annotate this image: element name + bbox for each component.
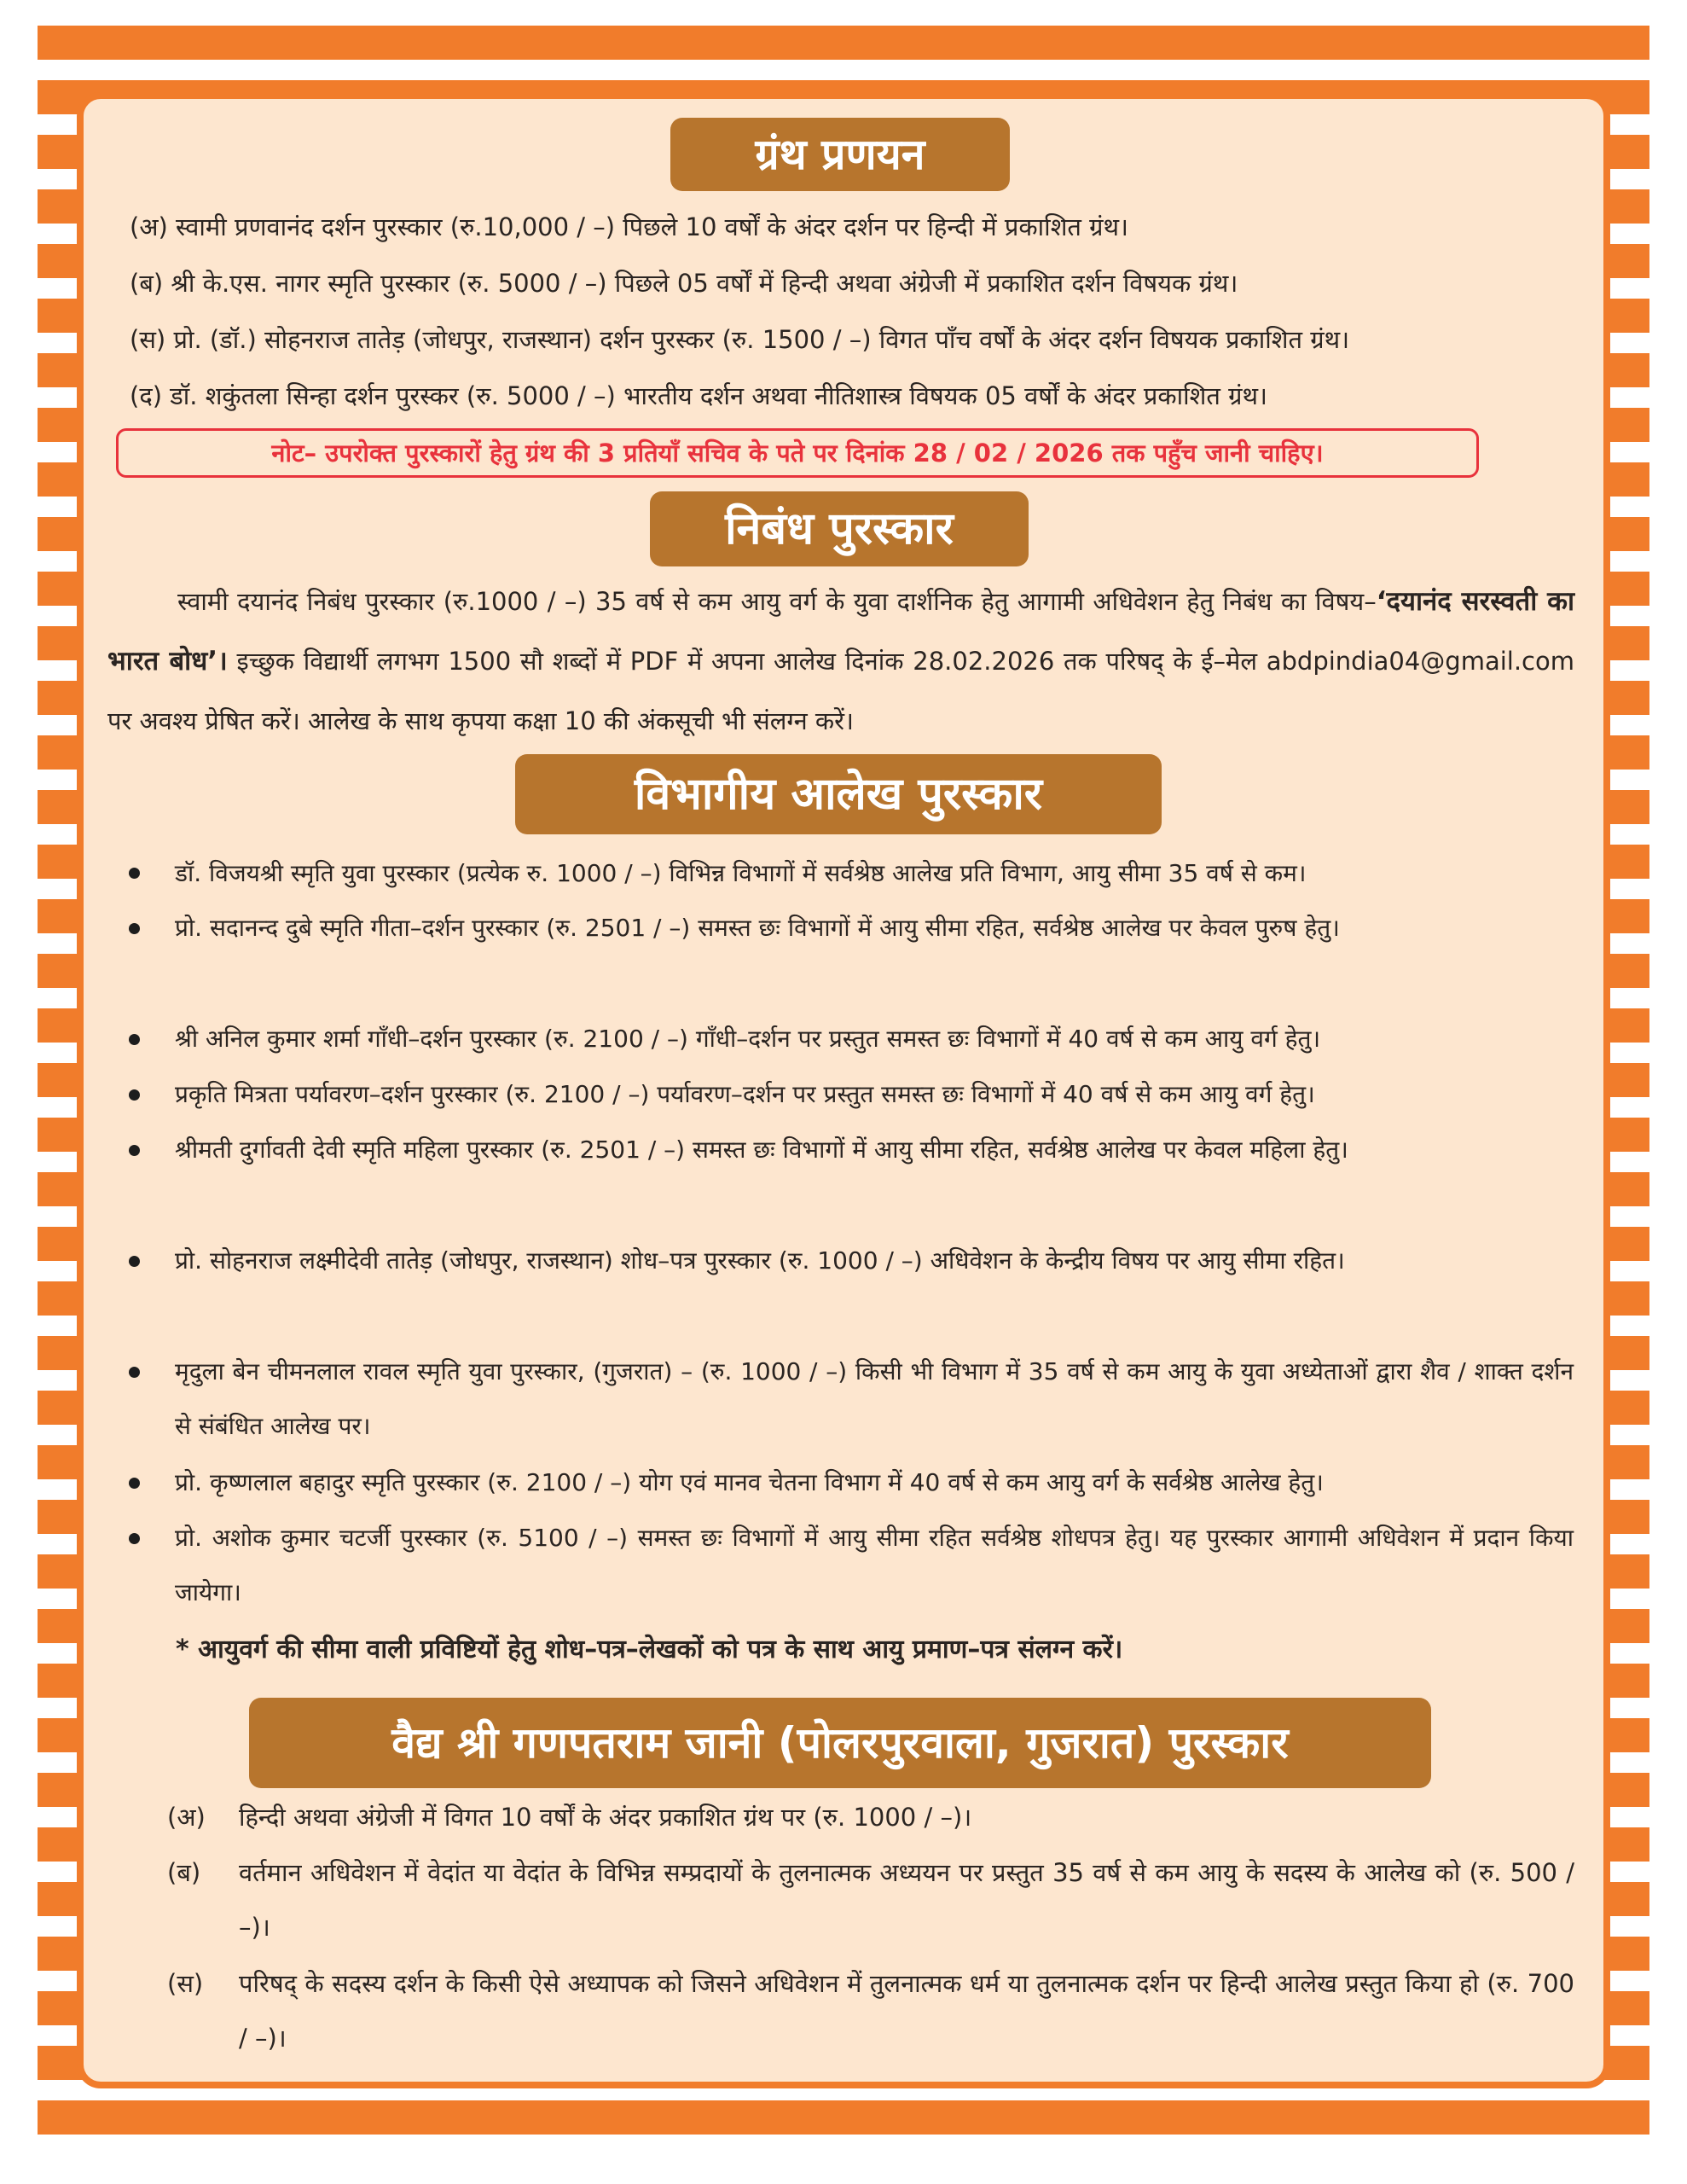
granth-item-a: (अ) स्वामी प्रणवानंद दर्शन पुरस्कार (रु.10,000 / –) पिछले 10 वर्षों के अंदर दर्शन पर हिन्दी में प्रकाशित ग्रंथ। bbox=[130, 212, 1129, 241]
vibhagiya-item-8: प्रो. कृष्णलाल बहादुर स्मृति पुरस्कार (रु. 2100 / –) योग एवं मानव चेतना विभाग में 40 वर्ष से कम आयु वर्ग के सर्वश्रेष्ठ आलेख हेतु। bbox=[175, 1468, 1324, 1496]
nibandh-topic: ‘दयानंद सरस्वती का भारत बोध’। bbox=[107, 586, 1574, 677]
vibhagiya-item-2: प्रो. सदानन्द दुबे स्मृति गीता–दर्शन पुरस्कार (रु. 2501 / –) समस्त छः विभागों में आयु सीमा रहित, सर्वश्रेष्ठ आलेख पर केवल पुरुष हेतु। bbox=[175, 914, 1340, 942]
granth-item-d: (द) डॉ. शकुंतला सिन्हा दर्शन पुरस्कर (रु. 5000 / –) भारतीय दर्शन अथवा नीतिशास्त्र विषयक 05 वर्षों के अंदर प्रकाशित ग्रंथ। bbox=[130, 381, 1267, 410]
section-title-vibhagiya: विभागीय आलेख पुरस्कार bbox=[515, 754, 1162, 834]
section-title-nibandh: निबंध पुरस्कार bbox=[650, 491, 1029, 566]
granth-item-c: (स) प्रो. (डॉ.) सोहनराज तातेड़ (जोधपुर, राजस्थान) दर्शन पुरस्कर (रु. 1500 / –) विगत पाँच वर्षों के अंदर दर्शन विषयक प्रकाशित ग्रंथ। bbox=[130, 325, 1350, 354]
bullet-icon bbox=[129, 1533, 140, 1544]
vaidya-label-c: (स) bbox=[167, 1969, 204, 1998]
granth-note: नोट– उपरोक्त पुरस्कारों हेतु ग्रंथ की 3 प्रतियाँ सचिव के पते पर दिनांक 28 / 02 / 2026 तक पहुँच जानी चाहिए। bbox=[116, 428, 1479, 478]
nibandh-paragraph bbox=[107, 572, 1574, 751]
bullet-icon bbox=[129, 1089, 140, 1101]
vibhagiya-item-7: मृदुला बेन चीमनलाल रावल स्मृति युवा पुरस्कार, (गुजरात) – (रु. 1000 / –) किसी भी विभाग में 35 वर्ष से कम आयु के युवा अध्येताओं द्वारा शैव / शाक्त दर्शन से संबंधित आलेख पर। bbox=[175, 1357, 1574, 1440]
vibhagiya-item-4: प्रकृति मित्रता पर्यावरण–दर्शन पुरस्कार (रु. 2100 / –) पर्यावरण–दर्शन पर प्रस्तुत समस्त छः विभागों में 40 वर्ष से कम आयु वर्ग हेतु। bbox=[175, 1080, 1315, 1108]
granth-item-b: (ब) श्री के.एस. नागर स्मृति पुरस्कार (रु. 5000 / –) पिछले 05 वर्षों में हिन्दी अथवा अंग्रेजी में प्रकाशित दर्शन विषयक ग्रंथ। bbox=[130, 269, 1238, 298]
vibhagiya-item-1: डॉ. विजयश्री स्मृति युवा पुरस्कार (प्रत्येक रु. 1000 / –) विभिन्न विभागों में सर्वश्रेष्ठ आलेख प्रति विभाग, आयु सीमा 35 वर्ष से कम। bbox=[175, 859, 1307, 887]
bullet-icon bbox=[129, 1034, 140, 1045]
vibhagiya-item-5: श्रीमती दुर्गावती देवी स्मृति महिला पुरस्कार (रु. 2501 / –) समस्त छः विभागों में आयु सीमा रहित, सर्वश्रेष्ठ आलेख पर केवल महिला हेतु। bbox=[175, 1136, 1348, 1164]
vibhagiya-item-6: प्रो. सोहनराज लक्ष्मीदेवी तातेड़ (जोधपुर, राजस्थान) शोध–पत्र पुरस्कार (रु. 1000 / –) अधिवेशन के केन्द्रीय विषय पर आयु सीमा रहित। bbox=[175, 1246, 1345, 1275]
section-title-vaidya: वैद्य श्री गणपतराम जानी (पोलरपुरवाला, गुजरात) पुरस्कार bbox=[249, 1698, 1431, 1788]
bullet-icon bbox=[129, 868, 140, 879]
section-title-granth: ग्रंथ प्रणयन bbox=[670, 118, 1010, 191]
vibhagiya-footnote: * आयुवर्ग की सीमा वाली प्रविष्टियों हेतु शोध–पत्र–लेखकों को पत्र के साथ आयु प्रमाण–पत्र संलग्न करें। bbox=[176, 1635, 1123, 1664]
vaidya-item-b: वर्तमान अधिवेशन में वेदांत या वेदांत के विभिन्न सम्प्रदायों के तुलनात्मक अध्ययन पर प्रस्तुत 35 वर्ष से कम आयु के सदस्य के आलेख को (रु. 500 / –)। bbox=[239, 1858, 1574, 1942]
bullet-icon bbox=[129, 1145, 140, 1156]
vaidya-item-a: हिन्दी अथवा अंग्रेजी में विगत 10 वर्षों के अंदर प्रकाशित ग्रंथ पर (रु. 1000 / –)। bbox=[239, 1803, 972, 1832]
vaidya-label-b: (ब) bbox=[167, 1858, 201, 1887]
bullet-icon bbox=[129, 1256, 140, 1267]
vaidya-label-a: (अ) bbox=[167, 1803, 206, 1832]
vaidya-item-c: परिषद् के सदस्य दर्शन के किसी ऐसे अध्यापक को जिसने अधिवेशन में तुलनात्मक धर्म या तुलनात्मक दर्शन पर हिन्दी आलेख प्रस्तुत किया हो (रु. 700 / –)। bbox=[239, 1969, 1574, 2053]
nibandh-text-b: इच्छुक विद्यार्थी लगभग 1500 सौ शब्दों में PDF में अपना आलेख दिनांक 28.02.2026 तक परिषद् के ई–मेल abdpindia04@gmail.com पर अवश्य प्रेषित करें। आलेख के साथ कृपया कक्षा 10 की अंकसूची भी संलग्न करें। bbox=[107, 647, 1574, 735]
bullet-icon bbox=[129, 1367, 140, 1378]
vibhagiya-item-9: प्रो. अशोक कुमार चटर्जी पुरस्कार (रु. 5100 / –) समस्त छः विभागों में आयु सीमा रहित सर्वश्रेष्ठ शोधपत्र हेतु। यह पुरस्कार आगामी अधिवेशन में प्रदान किया जायेगा। bbox=[175, 1524, 1574, 1606]
vibhagiya-item-3: श्री अनिल कुमार शर्मा गाँधी–दर्शन पुरस्कार (रु. 2100 / –) गाँधी–दर्शन पर प्रस्तुत समस्त छः विभागों में 40 वर्ष से कम आयु वर्ग हेतु। bbox=[175, 1025, 1321, 1053]
bullet-icon bbox=[129, 1478, 140, 1489]
bullet-icon bbox=[129, 923, 140, 934]
nibandh-text-a: स्वामी दयानंद निबंध पुरस्कार (रु.1000 / –) 35 वर्ष से कम आयु वर्ग के युवा दार्शनिक हेतु आगामी अधिवेशन हेतु निबंध का विषय– bbox=[177, 587, 1377, 616]
